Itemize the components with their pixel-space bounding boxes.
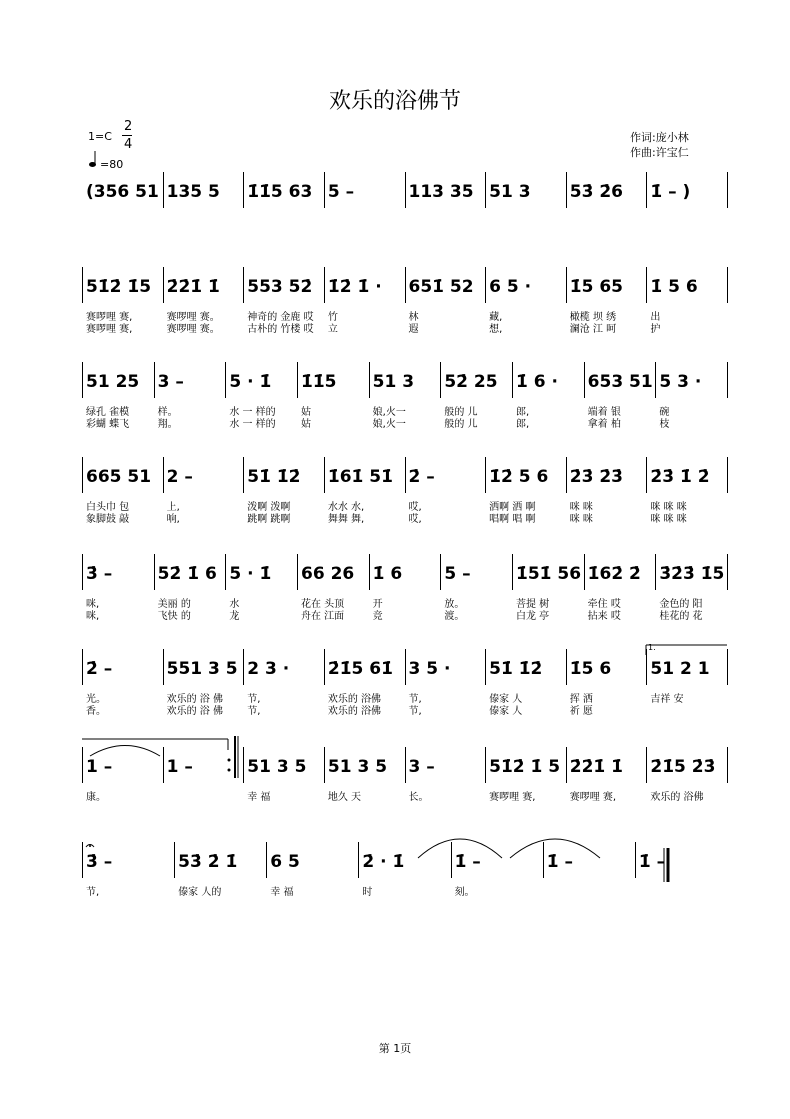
measure-notes: 2̇2̇1̇ 1̇ xyxy=(569,757,623,777)
lyric-verse-2: 响, xyxy=(166,514,180,525)
lyric-verse-1: 刻。 xyxy=(454,887,475,898)
lyric-verse-2: 赛啰哩 赛, xyxy=(86,324,133,335)
measure-notes: 5 – xyxy=(327,182,355,202)
lyric-verse-2: 姑 xyxy=(301,419,311,430)
lyric-verse-2: 澜沧 江 呵 xyxy=(569,324,617,335)
lyric-verse-2: 象脚鼓 敲 xyxy=(86,514,130,525)
lyric-verse-1: 美丽 的 xyxy=(157,599,191,610)
lyric-verse-1: 哎, xyxy=(408,502,422,513)
measure-notes: 51 3 5 xyxy=(327,757,388,777)
measure-notes: 6 5 · xyxy=(489,277,532,297)
measure-notes: 553 52̇ xyxy=(247,277,313,297)
measure-notes: 651̇ 52 xyxy=(408,277,474,297)
measure-notes: 5 – xyxy=(444,564,471,584)
lyric-verse-2: 拈来 哎 xyxy=(587,611,621,622)
lyric-verse-1: 幸 福 xyxy=(270,887,294,898)
measure-notes: 53̇ 2̇6 xyxy=(569,182,623,202)
measure-notes: 1̇5 65 xyxy=(569,277,623,297)
measure-notes: 3̇2̇3̇ 1̇5 xyxy=(659,564,725,584)
lyric-verse-1: 花在 头顶 xyxy=(301,599,345,610)
measure-notes: 51 3 xyxy=(489,182,531,202)
lyric-verse-1: 郎, xyxy=(516,407,530,418)
measure-notes: 51̇ 1̇2̇ xyxy=(489,659,543,679)
song-title: 欢乐的浴佛节 xyxy=(328,89,461,114)
measure-notes: 1̇5 6 xyxy=(569,659,612,679)
measure-notes: 1 – xyxy=(166,757,193,777)
lyric-verse-2: 哎, xyxy=(408,514,422,525)
lyric-verse-2: 咪 咪 xyxy=(569,514,593,525)
tie-arc xyxy=(90,746,160,757)
lyric-verse-2: 渡。 xyxy=(444,611,465,622)
measure-notes: 1̇ 5 6 xyxy=(650,277,698,297)
lyric-verse-1: 节, xyxy=(247,694,261,705)
lyric-verse-1: 赛啰哩 赛。 xyxy=(166,312,220,323)
lyric-verse-1: 赛啰哩 赛, xyxy=(489,792,536,803)
measure-notes: 1̇ – xyxy=(454,852,481,872)
page-footer: 第 1页 xyxy=(378,1042,412,1055)
measure-notes: 2̇3̇ 1̇ 2̇ xyxy=(650,467,710,487)
lyric-verse-2: 竞 xyxy=(372,611,383,622)
measure-notes: 2̇ – xyxy=(86,659,113,679)
measure-notes: 135 5 xyxy=(166,182,220,202)
measure-notes: 2̇ · 1̇ xyxy=(362,852,405,872)
lyric-verse-1: 开 xyxy=(372,599,383,610)
lyric-verse-1: 节, xyxy=(86,887,100,898)
lyric-verse-2: 水 一 样的 xyxy=(229,419,276,430)
measure-notes: 51 3 xyxy=(372,372,415,392)
lyric-verse-2: 白龙 亭 xyxy=(516,611,550,622)
lyric-verse-2: 欢乐的 浴佛 xyxy=(327,706,382,717)
lyric-verse-1: 菩提 树 xyxy=(516,599,550,610)
lyric-verse-2: 古朴的 竹楼 哎 xyxy=(247,324,314,335)
lyric-verse-1: 牵住 哎 xyxy=(587,599,621,610)
measure-notes: 2 3 · xyxy=(247,659,290,679)
measure-notes: 551 3 5 xyxy=(166,659,238,679)
lyric-verse-2: 枝 xyxy=(659,419,670,430)
tie-arc-long-2 xyxy=(510,839,600,858)
repeat-dot-lower xyxy=(228,769,231,772)
lyric-verse-2: 立 xyxy=(327,324,338,335)
lyric-verse-2: 桂花的 花 xyxy=(659,611,703,622)
measure-notes: 1̇1̇5 xyxy=(301,372,337,392)
lyric-verse-1: 咪 咪 xyxy=(569,502,593,513)
measure-notes: (356 51 xyxy=(86,182,159,202)
measure-notes: 1̇2̇ 1̇ · xyxy=(327,277,382,297)
measure-notes: 5 · 1̇ xyxy=(229,564,272,584)
measure-notes: 51̇2̇ 1̇5 xyxy=(86,277,152,297)
measure-notes: 1̇ 6 · xyxy=(516,372,558,392)
measure-notes: 653 51 xyxy=(587,372,653,392)
lyric-verse-2: 欢乐的 浴 佛 xyxy=(166,706,223,717)
lyric-verse-1: 吉祥 安 xyxy=(650,694,684,705)
lyric-verse-1: 幸 福 xyxy=(247,792,271,803)
repeat-dot-upper xyxy=(228,759,231,762)
measure-notes: 1̇1̇5 63 xyxy=(247,182,313,202)
measure-notes: 1̇61̇ 51̇ xyxy=(327,467,393,487)
lyric-verse-2: 祈 愿 xyxy=(569,706,593,717)
lyric-verse-1: 上, xyxy=(166,502,180,513)
measure-notes: 1̇51̇ 56 xyxy=(516,564,582,584)
measure-notes: 66 26 xyxy=(301,564,355,584)
lyric-verse-2: 翔。 xyxy=(157,419,178,430)
lyric-verse-2: 唱啊 唱 啊 xyxy=(489,514,536,525)
lyric-verse-2: 咪 咪 咪 xyxy=(650,514,687,525)
lyric-verse-1: 赛啰哩 赛, xyxy=(86,312,133,323)
measure-notes: 1̇2̇ 5 6 xyxy=(489,467,549,487)
measure-notes: 53̇ 2̇ 1̇ xyxy=(178,852,238,872)
lyric-verse-2: 舞舞 舞, xyxy=(327,514,365,525)
measure-notes: 52̇ 25 xyxy=(444,372,498,392)
lyric-verse-1: 神奇的 金鹿 哎 xyxy=(247,312,314,323)
measure-notes: 2̇2̇1̇ 1̇ xyxy=(166,277,220,297)
lyric-verse-1: 碗 xyxy=(659,407,670,418)
measure-notes: 1̇ – xyxy=(638,852,666,872)
lyric-verse-2: 郎, xyxy=(516,419,530,430)
lyric-verse-1: 金色的 阳 xyxy=(659,599,703,610)
lyric-verse-2: 跳啊 跳啊 xyxy=(247,514,291,525)
measure-notes: 52̇ 1̇ 6 xyxy=(157,564,217,584)
measure-notes: 113 35 xyxy=(408,182,474,202)
lyric-verse-1: 节, xyxy=(408,694,422,705)
lyric-verse-1: 竹 xyxy=(327,312,338,323)
lyric-verse-2: 娘,火一 xyxy=(372,419,406,430)
lyric-verse-1: 橄榄 坝 绣 xyxy=(569,312,617,323)
lyric-verse-2: 彩蝴 蝶飞 xyxy=(86,419,130,430)
lyric-verse-1: 地久 天 xyxy=(327,792,362,803)
lyric-verse-2: 节, xyxy=(247,706,261,717)
tempo-marking: =80 xyxy=(100,158,124,171)
lyric-verse-1: 样。 xyxy=(157,407,178,418)
lyric-verse-2: 香。 xyxy=(86,706,106,717)
lyric-verse-1: 出 xyxy=(650,312,661,323)
lyric-verse-2: 飞快 的 xyxy=(157,611,191,622)
measure-notes: 51 3 5 xyxy=(247,757,307,777)
tie-arc-long-1 xyxy=(418,839,502,858)
lyric-verse-1: 姑 xyxy=(301,407,311,418)
composer-credit: 作曲:许宝仁 xyxy=(630,146,689,159)
measure-notes: 3̇ – xyxy=(86,564,113,584)
lyric-verse-2: 节, xyxy=(408,706,422,717)
measure-notes: 51 2 1 xyxy=(650,659,710,679)
lyric-verse-1: 般的 儿 xyxy=(444,407,478,418)
lyric-verse-2: 龙 xyxy=(229,611,240,622)
measure-notes: 2̇3̇ 2̇3̇ xyxy=(569,467,623,487)
lyric-verse-1: 白头巾 包 xyxy=(86,502,130,513)
time-signature-bottom: 4 xyxy=(124,137,133,152)
measure-notes: 6 5 xyxy=(270,852,300,872)
lyric-verse-2: 遐 xyxy=(408,324,419,335)
lyric-verse-1: 水 一 样的 xyxy=(229,407,276,418)
lyric-verse-2: 拿着 柏 xyxy=(587,419,621,430)
lyric-verse-1: 绿孔 雀模 xyxy=(86,407,130,418)
lyric-verse-1: 放。 xyxy=(444,599,465,610)
lyric-verse-2: 般的 儿 xyxy=(444,419,478,430)
time-signature-top: 2 xyxy=(124,119,133,134)
measure-notes: 1 – xyxy=(86,757,113,777)
measure-notes: 1̇62̇ 2̇ xyxy=(587,564,641,584)
lyric-verse-1: 洒啊 洒 啊 xyxy=(489,502,536,513)
measure-notes: 5 3 · xyxy=(659,372,702,392)
measure-notes: 3 – xyxy=(157,372,184,392)
measure-notes: 2 – xyxy=(166,467,193,487)
lyric-verse-1: 傣家 人的 xyxy=(178,887,222,898)
measure-notes: 3̇ – xyxy=(86,852,113,872)
lyric-verse-1: 欢乐的 浴佛 xyxy=(327,694,382,705)
lyric-verse-1: 长。 xyxy=(408,792,429,803)
measure-notes: 3 – xyxy=(408,757,435,777)
measure-notes: 2̇1̇5 61̇ xyxy=(327,659,393,679)
measure-notes: 2̇ – xyxy=(408,467,435,487)
lyric-verse-1: 赛啰哩 赛, xyxy=(569,792,617,803)
fermata-dot xyxy=(89,845,91,847)
measure-notes: 665 51 xyxy=(86,467,152,487)
lyric-verse-1: 欢乐的 浴 佛 xyxy=(166,694,223,705)
lyric-verse-1: 咪, xyxy=(86,599,100,610)
measure-notes: 3 5 · xyxy=(408,659,451,679)
measure-notes: 1̇ 6 xyxy=(372,564,403,584)
lyric-verse-2: 傣家 人 xyxy=(489,706,523,717)
lyric-verse-1: 泼啊 泼啊 xyxy=(247,502,291,513)
lyric-verse-1: 光。 xyxy=(86,694,106,705)
measure-notes: 5 · 1̇ xyxy=(229,372,272,392)
lyric-verse-1: 时 xyxy=(362,887,373,898)
lyric-verse-1: 藏, xyxy=(489,312,503,323)
lyric-verse-2: 赛啰哩 赛。 xyxy=(166,324,220,335)
lyric-verse-2: 舟在 江面 xyxy=(301,611,345,622)
lyric-verse-1: 傣家 人 xyxy=(489,694,523,705)
lyric-verse-1: 娘,火一 xyxy=(372,407,406,418)
lyric-verse-2: 想, xyxy=(489,324,503,335)
key-signature: 1=C xyxy=(88,130,112,143)
lyric-verse-1: 水 xyxy=(229,599,240,610)
measure-notes: 2̇1̇5 2̇3̇ xyxy=(650,757,716,777)
lyric-verse-1: 咪 咪 咪 xyxy=(650,502,687,513)
lyricist-credit: 作词:庞小林 xyxy=(630,131,689,144)
lyric-verse-1: 欢乐的 浴佛 xyxy=(650,792,704,803)
measure-notes: 51 25 xyxy=(86,372,140,392)
lyric-verse-2: 咪, xyxy=(86,611,100,622)
measure-notes: 51̇2̇ 1̇ 5 xyxy=(489,757,561,777)
volta-label: 1. xyxy=(648,643,656,652)
measure-notes: 1̇ – xyxy=(546,852,573,872)
lyric-verse-2: 护 xyxy=(650,324,661,335)
lyric-verse-1: 水水 水, xyxy=(327,502,365,513)
lyric-verse-1: 林 xyxy=(408,312,419,323)
lyric-verse-1: 挥 洒 xyxy=(569,694,593,705)
lyric-verse-1: 端着 银 xyxy=(587,407,621,418)
measure-notes: 1̇ – ) xyxy=(650,182,691,202)
measure-notes: 51̇ 1̇2̇ xyxy=(247,467,301,487)
lyric-verse-1: 康。 xyxy=(86,792,106,803)
